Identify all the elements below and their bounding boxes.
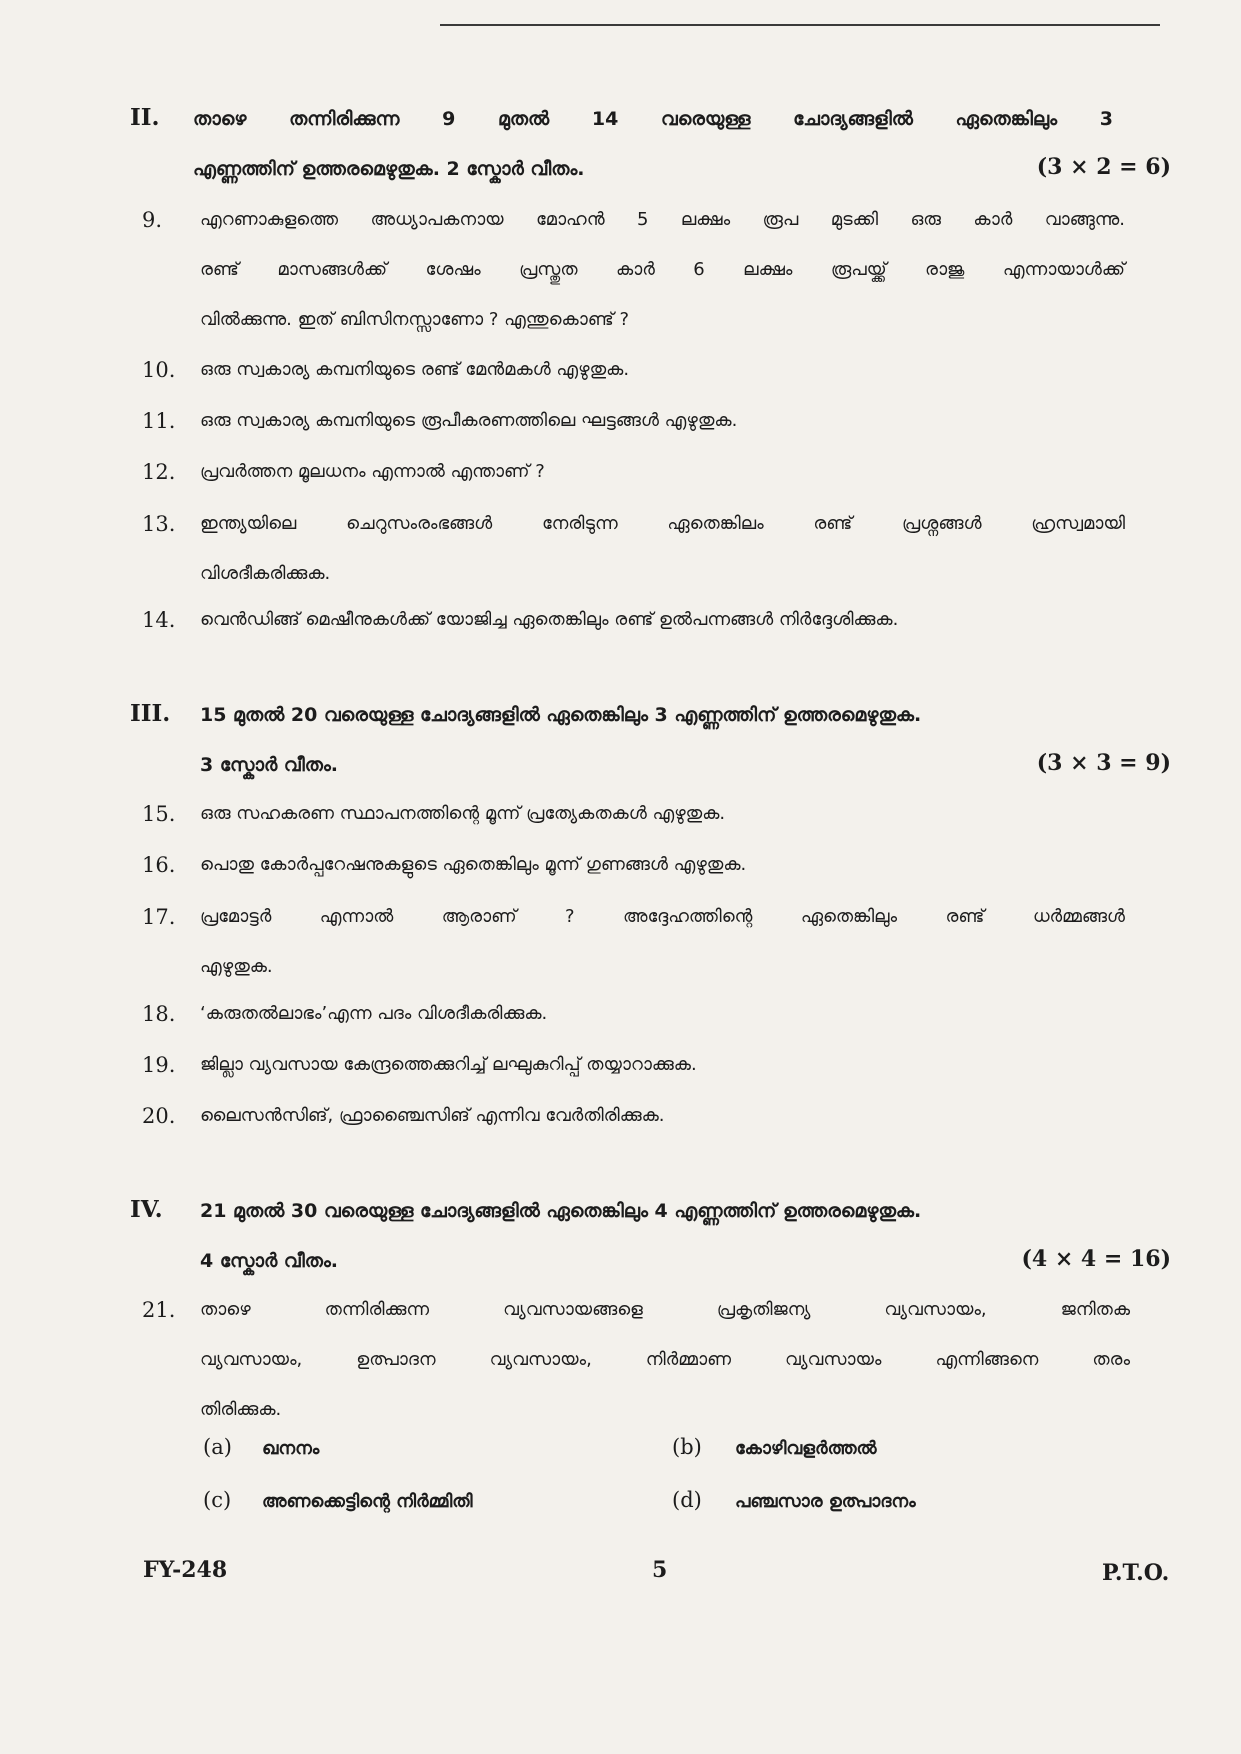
option-label: (c) bbox=[203, 1488, 232, 1512]
question-text-line2: രണ്ട് മാസങ്ങൾക്ക് ശേഷം പ്രസ്തുത കാർ 6 ലക്ഷം രൂപയ്ക്ക് രാജു എന്നായാൾക്ക് bbox=[200, 259, 1125, 280]
question-text-line1: ലൈസൻസിങ്, ഫ്രാഞ്ചൈസിങ് എന്നിവ വേർതിരിക്കുക. bbox=[200, 1105, 665, 1126]
question-number: 11. bbox=[142, 409, 176, 433]
section-instruction-line2: എണ്ണത്തിന് ഉത്തരമെഴുതുക. 2 സ്കോർ വീതം. bbox=[193, 158, 585, 180]
question-text-line1: ഒരു സ്വകാര്യ കമ്പനിയുടെ രണ്ട് മേൻമകൾ എഴുതുക. bbox=[200, 359, 630, 380]
section-number: III. bbox=[130, 700, 171, 727]
question-number: 21. bbox=[142, 1298, 176, 1322]
question-text-line2: വ്യവസായം, ഉത്പാദന വ്യവസായം, നിർമ്മാണ വ്യവസായം എന്നിങ്ങനെ തരം bbox=[200, 1349, 1130, 1370]
top-rule bbox=[440, 24, 1160, 26]
question-text-line1: വെൻഡിങ്ങ് മെഷീനുകൾക്ക് യോജിച്ച ഏതെങ്കിലും രണ്ട് ഉൽപന്നങ്ങൾ നിർദ്ദേശിക്കുക. bbox=[200, 609, 899, 630]
section-iii bbox=[0, 692, 1241, 792]
question-number: 13. bbox=[142, 512, 176, 536]
question-text-line3: തിരിക്കുക. bbox=[200, 1399, 282, 1420]
question-text-line1: ജില്ലാ വ്യവസായ കേന്ദ്രത്തെക്കുറിച്ച് ലഘുകുറിപ്പ് തയ്യാറാക്കുക. bbox=[200, 1054, 697, 1075]
option-text: അണക്കെട്ടിന്റെ നിർമ്മിതി bbox=[262, 1491, 473, 1512]
section-marks: (3 × 3 = 9) bbox=[1036, 750, 1171, 776]
option-label: (a) bbox=[203, 1435, 232, 1459]
question-text-line1: പൊതു കോർപ്പറേഷനുകളുടെ ഏതെങ്കിലും മൂന്ന് ഗുണങ്ങൾ എഴുതുക. bbox=[200, 854, 747, 875]
question-text-line1: ‘കരുതൽലാഭം’എന്ന പദം വിശദീകരിക്കുക. bbox=[200, 1003, 548, 1024]
section-number: IV. bbox=[130, 1196, 163, 1223]
question-number: 14. bbox=[142, 608, 176, 632]
question-number: 9. bbox=[142, 208, 163, 232]
please-turn-over: P.T.O. bbox=[1102, 1560, 1170, 1586]
section-instruction-line1: 21 മുതൽ 30 വരെയുള്ള ചോദ്യങ്ങളിൽ ഏതെങ്കിലും 4 എണ്ണത്തിന് ഉത്തരമെഴുതുക. bbox=[200, 1200, 922, 1222]
section-marks: (4 × 4 = 16) bbox=[1021, 1246, 1171, 1272]
section-instruction-line1: 15 മുതൽ 20 വരെയുള്ള ചോദ്യങ്ങളിൽ ഏതെങ്കിലും 3 എണ്ണത്തിന് ഉത്തരമെഴുതുക. bbox=[200, 704, 922, 726]
question-text-line1: പ്രവർത്തന മൂലധനം എന്നാൽ എന്താണ് ? bbox=[200, 461, 545, 482]
question-number: 16. bbox=[142, 853, 176, 877]
question-number: 20. bbox=[142, 1104, 176, 1128]
question-number: 15. bbox=[142, 802, 176, 826]
question-text-line1: ഇന്ത്യയിലെ ചെറുസംരംഭങ്ങൾ നേരിടുന്ന ഏതെങ്കിലം രണ്ട് പ്രശ്നങ്ങൾ ഹ്രസ്വമായി bbox=[200, 513, 1125, 534]
question-text-line1: താഴെ തന്നിരിക്കുന്ന വ്യവസായങ്ങളെ പ്രകൃതിജന്യ വ്യവസായം, ജനിതക bbox=[200, 1299, 1130, 1320]
option-text: പഞ്ചസാര ഉത്പാദനം bbox=[735, 1491, 916, 1512]
section-instruction-line2: 3 സ്കോർ വീതം. bbox=[200, 754, 338, 776]
option-text: കോഴിവളർത്തൽ bbox=[735, 1438, 877, 1459]
question-text-line3: വിൽക്കുന്നു. ഇത് ബിസിനസ്സാണോ ? എന്തുകൊണ്ട് ? bbox=[200, 309, 630, 330]
section-ii bbox=[0, 96, 1241, 196]
question-text-line1: ഒരു സഹകരണ സ്ഥാപനത്തിന്റെ മൂന്ന് പ്രത്യേകതകൾ എഴുതുക. bbox=[200, 803, 726, 824]
question-number: 10. bbox=[142, 358, 176, 382]
page-number: 5 bbox=[652, 1557, 668, 1583]
section-number: II. bbox=[130, 104, 160, 131]
question-text-line1: ഒരു സ്വകാര്യ കമ്പനിയുടെ രൂപീകരണത്തിലെ ഘട്ടങ്ങൾ എഴുതുക. bbox=[200, 410, 738, 431]
option-text: ഖനനം bbox=[262, 1438, 320, 1459]
section-iv bbox=[0, 1188, 1241, 1288]
question-number: 19. bbox=[142, 1053, 176, 1077]
question-number: 12. bbox=[142, 460, 176, 484]
option-label: (d) bbox=[672, 1488, 702, 1512]
question-text-line1: പ്രമോട്ടർ എന്നാൽ ആരാണ് ? അദ്ദേഹത്തിന്റെ ഏതെങ്കിലും രണ്ട് ധർമ്മങ്ങൾ bbox=[200, 906, 1125, 927]
section-instruction-line1: താഴെ തന്നിരിക്കുന്ന 9 മുതൽ 14 വരെയുള്ള ചോദ്യങ്ങളിൽ ഏതെങ്കിലും 3 bbox=[193, 108, 1113, 130]
question-text-line1: എറണാകുളത്തെ അധ്യാപകനായ മോഹൻ 5 ലക്ഷം രൂപ മുടക്കി ഒരു കാർ വാങ്ങുന്നു. bbox=[200, 209, 1125, 230]
section-marks: (3 × 2 = 6) bbox=[1036, 154, 1171, 180]
question-text-line2: എഴുതുക. bbox=[200, 956, 273, 977]
section-instruction-line2: 4 സ്കോർ വീതം. bbox=[200, 1250, 338, 1272]
paper-code: FY-248 bbox=[143, 1557, 228, 1583]
question-text-line2: വിശദീകരിക്കുക. bbox=[200, 563, 331, 584]
option-label: (b) bbox=[672, 1435, 702, 1459]
question-number: 17. bbox=[142, 905, 176, 929]
question-number: 18. bbox=[142, 1002, 176, 1026]
